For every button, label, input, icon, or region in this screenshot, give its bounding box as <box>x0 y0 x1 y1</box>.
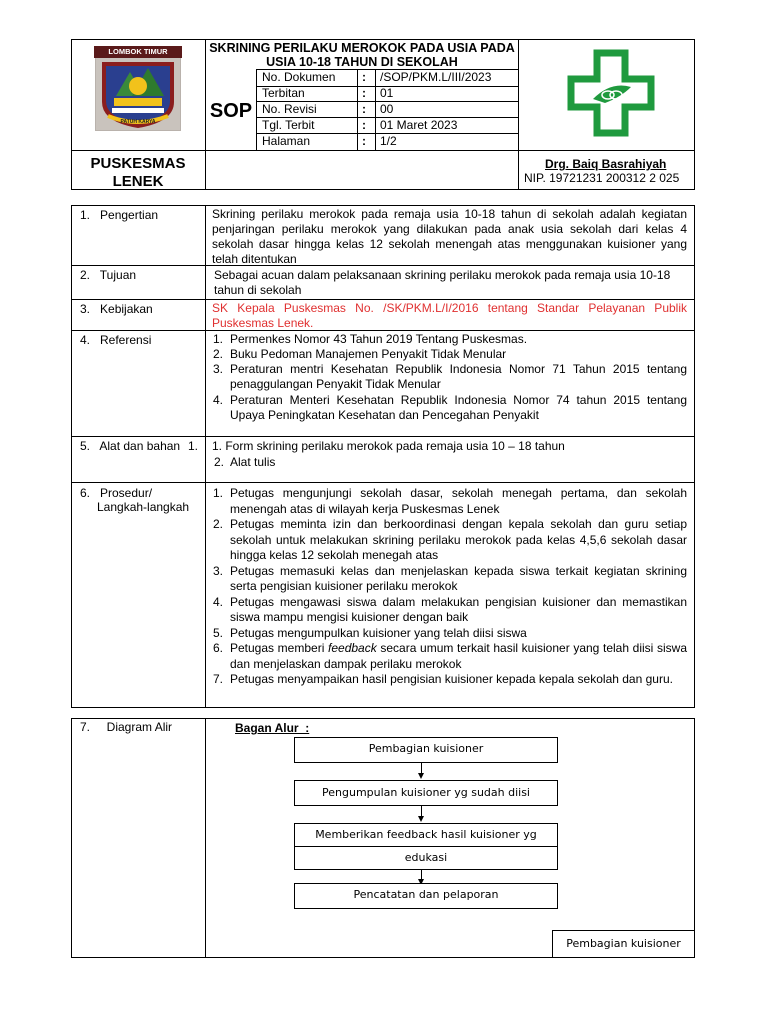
list-item: 6. Petugas memberi feedback secara umum terkait hasil kuisioner yang telah diisi siswa dan menjelaskan dampak perilaku merokok <box>213 641 687 671</box>
meta-sep: : <box>362 70 366 84</box>
meta-value-tgl-terbit: 01 Maret 2023 <box>380 118 458 132</box>
section-label-pengertian: 1. Pengertian <box>80 208 159 222</box>
meta-sep: : <box>362 118 366 132</box>
signer-name: Drg. Baiq Basrahiyah <box>545 157 667 171</box>
list-item: 1. Petugas mengunjungi sekolah dasar, sekolah menegah pertama, dan sekolah menengah atas di wilayah kerja Puskesmas Lenek <box>213 486 687 516</box>
section-text-kebijakan: SK Kepala Puskesmas No. /SK/PKM.L/I/2016 tentang Standar Pelayanan Publik Puskesmas Lenek. <box>212 301 687 330</box>
diagram-heading: Bagan Alur : <box>235 721 310 735</box>
meta-sep: : <box>362 134 366 148</box>
document-title: SKRINING PERILAKU MEROKOK PADA USIA PADA USIA 10-18 TAHUN DI SEKOLAH <box>209 41 515 69</box>
flow-box-pengumpulan: Pengumpulan kuisioner yg sudah diisi <box>294 780 558 806</box>
list-item: 5. Petugas mengumpulkan kuisioner yang telah diisi siswa <box>213 625 527 640</box>
flow-box-pencatatan: Pencatatan dan pelaporan <box>294 883 558 909</box>
meta-value-no-revisi: 00 <box>380 102 394 116</box>
sop-label: SOP <box>209 100 253 122</box>
corner-box-pembagian: Pembagian kuisioner <box>552 930 695 958</box>
alat-item-2: 2. Alat tulis <box>214 455 276 469</box>
meta-label-no-revisi: No. Revisi <box>262 102 317 116</box>
section-label-referensi: 4. Referensi <box>80 333 152 347</box>
referensi-list <box>210 332 687 423</box>
meta-sep: : <box>362 86 366 100</box>
section-label-tujuan: 2. Tujuan <box>80 268 137 282</box>
meta-label-halaman: Halaman <box>262 134 311 148</box>
section-label-diagram: 7. Diagram Alir <box>80 720 173 734</box>
meta-label-tgl-terbit: Tgl. Terbit <box>262 118 315 132</box>
meta-label-no-dokumen: No. Dokumen <box>262 70 336 84</box>
list-item: 3. Peraturan mentri Kesehatan Republik Indonesia Nomor 71 Tahun 2015 tentang penaggulangan Penyakit Tidak Menular <box>213 362 687 391</box>
flow-box-pembagian: Pembagian kuisioner <box>294 737 558 763</box>
section-label-alat-suffix: 1. <box>188 439 199 453</box>
list-item: 1. Permenkes Nomor 43 Tahun 2019 Tentang Puskesmas. <box>213 332 528 346</box>
list-item: 3. Petugas memasuki kelas dan menjelaskan kepada siswa terkait kegiatan skrining serta pengisian kuisioner perilaku merokok <box>213 563 687 593</box>
prosedur-list <box>210 486 687 688</box>
meta-value-no-dokumen: /SOP/PKM.L/III/2023 <box>380 70 492 84</box>
meta-label-terbitan: Terbitan <box>262 86 305 100</box>
section-label-kebijakan: 3. Kebijakan <box>80 302 153 316</box>
list-item: 2. Petugas meminta izin dan berkoordinasi dengan kepala sekolah dan guru setiap sekolah untuk melakukan skrining perilaku merokok pada kelas 4,5,6 sekolah dasar hingga kelas 12 sekolah menegah atas <box>213 517 687 562</box>
section-label-prosedur-sub: Langkah-langkah <box>97 500 190 514</box>
section-text-tujuan: Sebagai acuan dalam pelaksanaan skrining perilaku merokok pada remaja usia 10-18 tahun di sekolah <box>214 268 671 297</box>
lombok-timur-logo <box>94 46 182 132</box>
list-item: 4. Petugas mengawasi siswa dalam melakukan pengisian kuisioner dan memastikan siswa mampu mengisi kuisioner dengan baik <box>213 594 687 624</box>
puskesmas-logo <box>565 47 657 139</box>
list-item: 2. Buku Pedoman Manajemen Penyakit Tidak Menular <box>213 347 507 361</box>
meta-value-halaman: 1/2 <box>380 134 397 148</box>
section-text-pengertian: Skrining perilaku merokok pada remaja usia 10-18 tahun di sekolah adalah kegiatan penjaringan perilaku merokok yang dilakukan pada anak usia sekolah dari kelas 4 sekolah dasar hingga kelas 12 sekolah menengah atas menggunakan kuisioner yang telah ditentukan <box>212 207 687 266</box>
alat-item-1: 1. Form skrining perilaku merokok pada remaja usia 10 – 18 tahun <box>212 439 565 453</box>
org-name-line2: LENEK <box>112 173 164 190</box>
section-label-prosedur: 6. Prosedur/ <box>80 486 153 500</box>
section-label-alat: 5. Alat dan bahan <box>80 439 181 453</box>
signer-nip: NIP. 19721231 200312 2 025 <box>524 171 680 185</box>
meta-sep: : <box>362 102 366 116</box>
list-item: 7. Petugas menyampaikan hasil pengisian kuisioner kepada kepala sekolah dan guru. <box>213 672 673 686</box>
logo-text-top: LOMBOK TIMUR <box>108 47 168 56</box>
logo-text-bottom: PATUH KARYA <box>120 119 156 125</box>
org-name-line1: PUSKESMAS <box>90 155 186 172</box>
flow-box-feedback: Memberikan feedback hasil kuisioner yg edukasi <box>294 823 558 870</box>
list-item: 4. Peraturan Menteri Kesehatan Republik Indonesia Nomor 74 tahun 2015 tentang Upaya Peningkatan Kesehatan dan Pencegahan Penyakit <box>213 393 687 422</box>
meta-value-terbitan: 01 <box>380 86 394 100</box>
